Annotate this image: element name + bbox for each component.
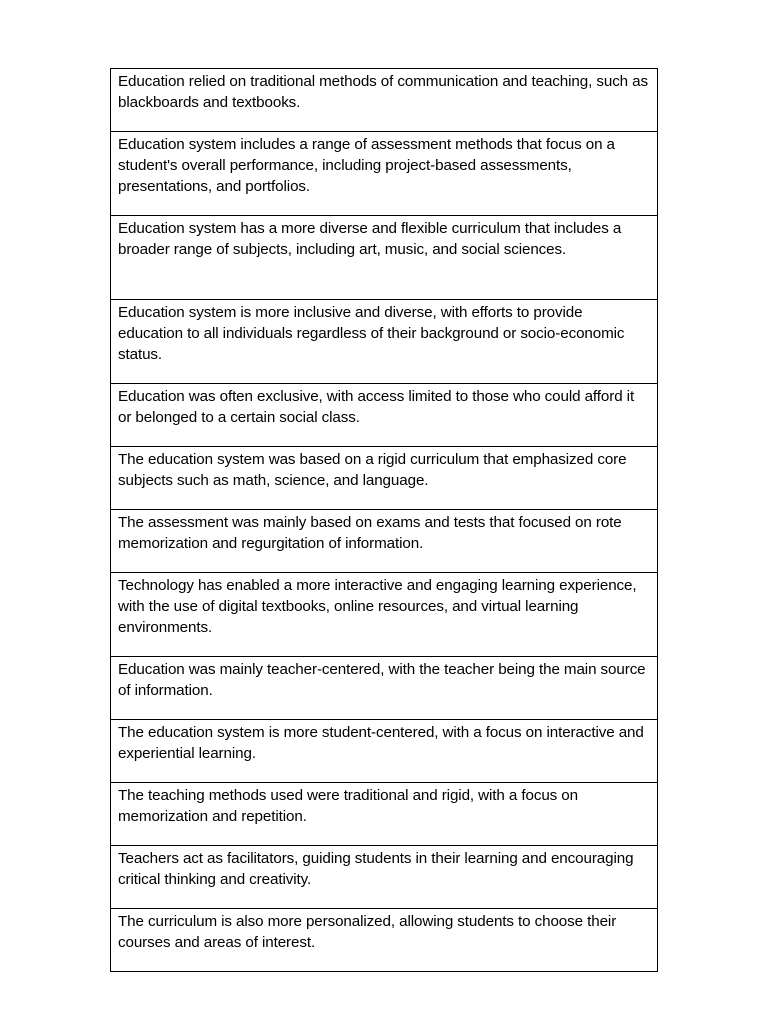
statement-cell: Education was mainly teacher-centered, with the teacher being the main source of information. xyxy=(111,657,658,720)
table-row xyxy=(111,573,658,657)
table-row xyxy=(111,720,658,783)
table-row xyxy=(111,69,658,132)
table-row xyxy=(111,783,658,846)
statement-cell: Education relied on traditional methods of communication and teaching, such as blackboards and textbooks. xyxy=(111,69,658,132)
statement-cell: The education system was based on a rigid curriculum that emphasized core subjects such as math, science, and language. xyxy=(111,447,658,510)
statement-cell: Education was often exclusive, with access limited to those who could afford it or belonged to a certain social class. xyxy=(111,384,658,447)
table-row xyxy=(111,909,658,972)
table-row xyxy=(111,510,658,573)
statement-cell: The education system is more student-centered, with a focus on interactive and experiential learning. xyxy=(111,720,658,783)
statement-cell: Teachers act as facilitators, guiding students in their learning and encouraging critical thinking and creativity. xyxy=(111,846,658,909)
table-row xyxy=(111,216,658,300)
table-row xyxy=(111,384,658,447)
statement-cell: The curriculum is also more personalized, allowing students to choose their courses and areas of interest. xyxy=(111,909,658,972)
table-row xyxy=(111,447,658,510)
statements-table xyxy=(110,68,658,972)
table-row xyxy=(111,657,658,720)
statement-cell: The teaching methods used were traditional and rigid, with a focus on memorization and repetition. xyxy=(111,783,658,846)
table-row xyxy=(111,846,658,909)
statement-cell: Technology has enabled a more interactive and engaging learning experience, with the use of digital textbooks, online resources, and virtual learning environments. xyxy=(111,573,658,657)
statement-cell: Education system includes a range of assessment methods that focus on a student's overall performance, including project-based assessments, presentations, and portfolios. xyxy=(111,132,658,216)
statement-cell: Education system has a more diverse and flexible curriculum that includes a broader range of subjects, including art, music, and social sciences. xyxy=(111,216,658,300)
statement-cell: Education system is more inclusive and diverse, with efforts to provide education to all individuals regardless of their background or socio-economic status. xyxy=(111,300,658,384)
table-row xyxy=(111,300,658,384)
statement-cell: The assessment was mainly based on exams and tests that focused on rote memorization and regurgitation of information. xyxy=(111,510,658,573)
table-row xyxy=(111,132,658,216)
